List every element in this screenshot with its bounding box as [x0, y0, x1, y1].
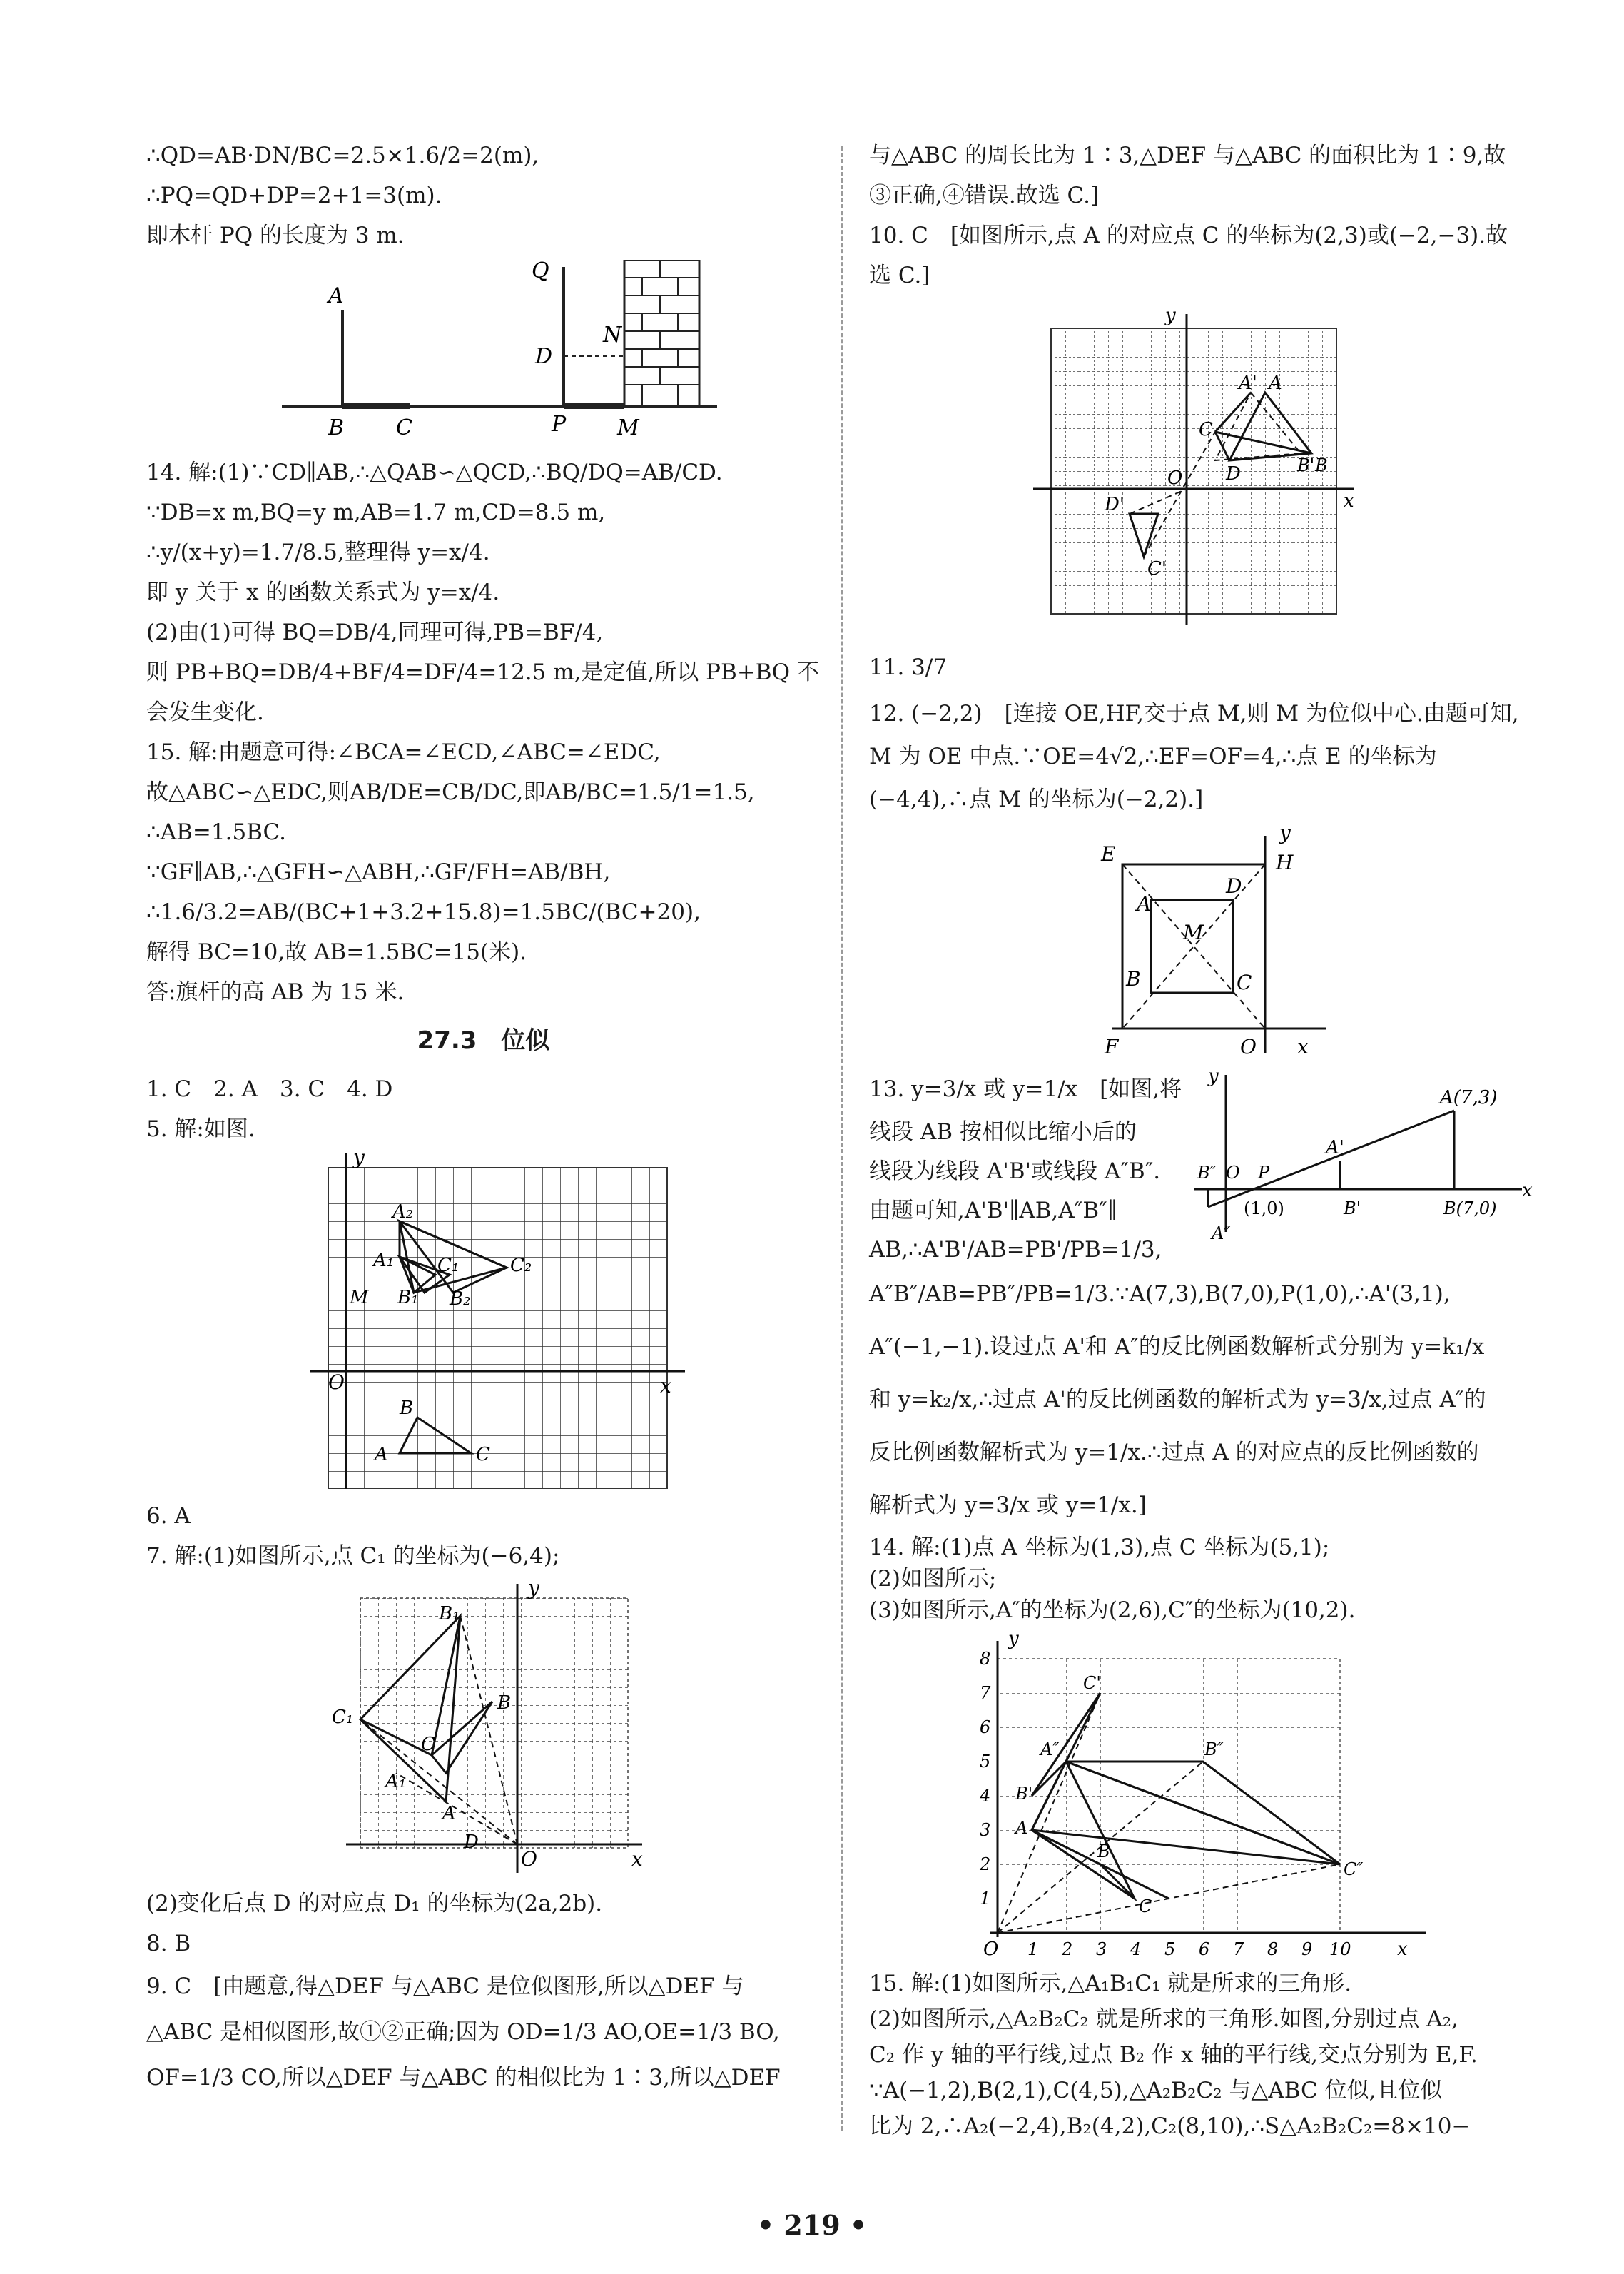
text-line: ∴y/(x+y)=1.7/8.5,整理得 y=x/4. — [146, 540, 490, 565]
svg-text:A: A — [1137, 892, 1152, 916]
svg-text:6: 6 — [980, 1717, 991, 1737]
svg-text:D: D — [1226, 874, 1242, 898]
svg-text:B″: B″ — [1197, 1163, 1217, 1183]
svg-text:D: D — [1226, 463, 1241, 485]
section-title: 27.3 位似 — [417, 1026, 550, 1055]
svg-text:O: O — [983, 1939, 999, 1959]
text-line: AB,∴A'B'/AB=PB'/PB=1/3, — [869, 1237, 1162, 1263]
text-line: 10. C [如图所示,点 A 的对应点 C 的坐标为(2,3)或(−2,−3).故 — [869, 223, 1508, 248]
svg-text:1: 1 — [980, 1889, 991, 1909]
text-line: (−4,4),∴点 M 的坐标为(−2,2).] — [869, 787, 1204, 812]
svg-text:2: 2 — [1062, 1939, 1073, 1959]
svg-text:5: 5 — [1164, 1939, 1176, 1959]
svg-text:B: B — [400, 1398, 414, 1419]
svg-text:4: 4 — [1130, 1939, 1142, 1959]
text-line: 15. 解:(1)如图所示,△A₁B₁C₁ 就是所求的三角形. — [869, 1971, 1352, 1996]
svg-text:B₁: B₁ — [397, 1287, 419, 1308]
svg-text:O: O — [1226, 1163, 1240, 1183]
text-line: C₂ 作 y 轴的平行线,过点 B₂ 作 x 轴的平行线,交点分别为 E,F. — [869, 2042, 1478, 2068]
svg-text:8: 8 — [1267, 1939, 1279, 1959]
fig-label: A — [328, 283, 344, 308]
svg-text:A: A — [375, 1444, 388, 1465]
text-line: 与△ABC 的周长比为 1∶3,△DEF 与△ABC 的面积比为 1∶9,故 — [869, 143, 1506, 168]
text-line: 线段 AB 按相似比缩小后的 — [869, 1119, 1137, 1145]
text-line: 6. A — [146, 1503, 191, 1529]
text-line: 7. 解:(1)如图所示,点 C₁ 的坐标为(−6,4); — [146, 1543, 560, 1569]
svg-text:4: 4 — [980, 1786, 991, 1806]
text-line: 和 y=k₂/x,∴过点 A'的反比例函数的解析式为 y=3/x,过点 A″的 — [869, 1387, 1486, 1413]
svg-text:A₁: A₁ — [385, 1771, 407, 1792]
svg-text:6: 6 — [1199, 1939, 1210, 1959]
svg-text:B(7,0): B(7,0) — [1443, 1198, 1497, 1218]
svg-text:C₂: C₂ — [510, 1255, 532, 1276]
text-line: ∴1.6/3.2=AB/(BC+1+3.2+15.8)=1.5BC/(BC+20), — [146, 899, 701, 925]
fig-label: D — [535, 344, 553, 369]
page-number: • 219 • — [756, 2209, 868, 2241]
square-figure-q12 — [869, 825, 1547, 1061]
grid-figure-q7 — [146, 1580, 821, 1876]
svg-text:B': B' — [1015, 1784, 1033, 1804]
text-line: ∵GF∥AB,∴△GFH∽△ABH,∴GF/FH=AB/BH, — [146, 859, 611, 885]
svg-text:O: O — [1240, 1035, 1257, 1058]
svg-text:D': D' — [1105, 494, 1125, 515]
svg-text:A″: A″ — [1212, 1223, 1231, 1243]
svg-text:E: E — [1101, 842, 1116, 866]
text-line: ∵DB=x m,BQ=y m,AB=1.7 m,CD=8.5 m, — [146, 500, 606, 525]
svg-text:C: C — [476, 1444, 490, 1465]
grid-figure-q5 — [146, 1153, 821, 1489]
fig-label: Q — [532, 260, 549, 283]
svg-text:A': A' — [1239, 373, 1257, 394]
svg-text:7: 7 — [1233, 1939, 1244, 1959]
left-column — [146, 136, 821, 2101]
text-line: 即 y 关于 x 的函数关系式为 y=x/4. — [146, 580, 500, 605]
svg-text:M: M — [1183, 921, 1204, 944]
text-line: 反比例函数解析式为 y=1/x.∴过点 A 的对应点的反比例函数的 — [869, 1440, 1479, 1465]
svg-text:x: x — [1297, 1035, 1309, 1058]
text-line: M 为 OE 中点.∵OE=4√2,∴EF=OF=4,∴点 E 的坐标为 — [869, 744, 1437, 769]
svg-text:y: y — [1008, 1630, 1019, 1649]
svg-text:A₂: A₂ — [392, 1201, 414, 1223]
text-line: A″(−1,−1).设过点 A'和 A″的反比例函数解析式分别为 y=k₁/x — [869, 1334, 1485, 1360]
text-line: 8. B — [146, 1931, 191, 1956]
text-line: 14. 解:(1)∵CD∥AB,∴△QAB∽△QCD,∴BQ/DQ=AB/CD. — [146, 460, 723, 485]
svg-text:D: D — [464, 1831, 479, 1853]
svg-text:B': B' — [1297, 455, 1315, 475]
text-line: 解得 BC=10,故 AB=1.5BC=15(米). — [146, 939, 527, 965]
pole-wall-figure — [146, 260, 739, 445]
svg-text:C: C — [1139, 1896, 1152, 1916]
svg-text:F: F — [1105, 1035, 1119, 1058]
text-line: 线段为线段 A'B'或线段 A″B″. — [869, 1158, 1161, 1184]
svg-text:B: B — [497, 1692, 512, 1714]
text-line: 答:旗杆的高 AB 为 15 米. — [146, 979, 405, 1005]
grid-figure-q14 — [869, 1630, 1547, 1959]
text-line: 由题可知,A'B'∥AB,A″B″∥ — [869, 1198, 1118, 1223]
svg-text:C': C' — [1083, 1673, 1101, 1693]
svg-text:C₁: C₁ — [437, 1255, 460, 1276]
svg-text:B₁: B₁ — [439, 1603, 460, 1624]
svg-text:C₁: C₁ — [332, 1707, 354, 1728]
svg-text:A': A' — [1326, 1137, 1344, 1158]
svg-text:O: O — [521, 1847, 537, 1871]
svg-text:B: B — [1315, 455, 1328, 475]
text-line: ∵A(−1,2),B(2,1),C(4,5),△A₂B₂C₂ 与△ABC 位似,且位似 — [869, 2078, 1443, 2103]
fig-label: C — [396, 415, 412, 440]
svg-text:B: B — [1126, 967, 1141, 991]
svg-text:x: x — [660, 1374, 671, 1398]
line-figure-q13 — [1194, 1053, 1543, 1246]
svg-text:B″: B″ — [1204, 1739, 1224, 1759]
svg-text:(1,0): (1,0) — [1244, 1198, 1284, 1218]
svg-text:3: 3 — [1096, 1939, 1107, 1959]
text-line: A″B″/AB=PB″/PB=1/3.∵A(7,3),B(7,0),P(1,0),∴A'(3,1), — [869, 1281, 1451, 1307]
fig-label: B — [328, 415, 345, 440]
svg-text:A: A — [1269, 373, 1282, 394]
text-line: (2)变化后点 D 的对应点 D₁ 的坐标为(2a,2b). — [146, 1891, 603, 1916]
column-divider — [841, 146, 843, 2131]
text-line: 会发生变化. — [146, 699, 264, 725]
svg-text:C: C — [421, 1734, 435, 1755]
text-line: 即木杆 PQ 的长度为 3 m. — [146, 223, 405, 248]
svg-text:1: 1 — [1027, 1939, 1039, 1959]
text-line: 则 PB+BQ=DB/4+BF/4=DF/4=12.5 m,是定值,所以 PB+BQ 不 — [146, 660, 819, 685]
fig-label: M — [617, 415, 639, 440]
svg-text:C″: C″ — [1344, 1859, 1364, 1879]
svg-text:B': B' — [1344, 1198, 1361, 1218]
svg-text:2: 2 — [980, 1854, 991, 1874]
text-line: (3)如图所示,A″的坐标为(2,6),C″的坐标为(10,2). — [869, 1597, 1356, 1623]
svg-text:x: x — [1522, 1180, 1533, 1201]
svg-text:7: 7 — [980, 1683, 991, 1703]
svg-text:y: y — [1208, 1066, 1219, 1087]
svg-text:A: A — [1015, 1818, 1028, 1838]
text-line: 11. 3/7 — [869, 655, 948, 680]
text-line: 1. C 2. A 3. C 4. D — [146, 1076, 393, 1102]
text-line: △ABC 是相似图形,故①②正确;因为 OD=1/3 AO,OE=1/3 BO, — [146, 2019, 780, 2045]
svg-text:C': C' — [1147, 558, 1167, 580]
grid-figure-q10 — [869, 300, 1547, 635]
q13-block — [869, 1068, 1547, 1268]
svg-text:x: x — [1344, 490, 1354, 512]
svg-text:C: C — [1237, 971, 1252, 994]
right-column — [869, 136, 1547, 2144]
svg-text:C: C — [1199, 419, 1213, 440]
text-line: (2)由(1)可得 BQ=DB/4,同理可得,PB=BF/4, — [146, 620, 604, 645]
text-line: 12. (−2,2) [连接 OE,HF,交于点 M,则 M 为位似中心.由题可知, — [869, 701, 1519, 727]
svg-text:B: B — [1097, 1841, 1110, 1861]
text-line: 14. 解:(1)点 A 坐标为(1,3),点 C 坐标为(5,1); — [869, 1535, 1330, 1560]
svg-text:A: A — [442, 1803, 456, 1824]
svg-text:y: y — [1279, 825, 1291, 844]
svg-text:O: O — [1167, 468, 1183, 489]
text-line: 比为 2,∴A₂(−2,4),B₂(4,2),C₂(8,10),∴S△A₂B₂C₂=8×10− — [869, 2113, 1471, 2139]
svg-text:y: y — [1165, 305, 1176, 326]
text-line: 9. C [由题意,得△DEF 与△ABC 是位似图形,所以△DEF 与 — [146, 1974, 744, 1999]
text-line: 选 C.] — [869, 263, 930, 288]
svg-text:9: 9 — [1301, 1939, 1313, 1959]
svg-text:P: P — [1258, 1163, 1270, 1183]
svg-text:x: x — [1397, 1939, 1408, 1959]
text-line: (2)如图所示; — [869, 1566, 997, 1592]
svg-text:5: 5 — [980, 1752, 991, 1772]
text-line: ∴PQ=QD+DP=2+1=3(m). — [146, 183, 442, 208]
text-line: (2)如图所示,△A₂B₂C₂ 就是所求的三角形.如图,分别过点 A₂, — [869, 2006, 1458, 2032]
svg-text:B₂: B₂ — [450, 1288, 471, 1310]
svg-text:M: M — [350, 1287, 369, 1308]
svg-text:O: O — [328, 1370, 345, 1394]
svg-text:10: 10 — [1329, 1939, 1351, 1959]
text-line: ∴AB=1.5BC. — [146, 819, 286, 845]
svg-text:3: 3 — [980, 1820, 991, 1840]
text-line: 解析式为 y=3/x 或 y=1/x.] — [869, 1492, 1147, 1518]
text-line: ③正确,④错误.故选 C.] — [869, 183, 1100, 208]
text-line: ∴QD=AB·DN/BC=2.5×1.6/2=2(m), — [146, 143, 539, 168]
svg-text:A″: A″ — [1040, 1739, 1060, 1759]
svg-text:A(7,3): A(7,3) — [1440, 1087, 1498, 1108]
text-line: 13. y=3/x 或 y=1/x [如图,将 — [869, 1076, 1182, 1102]
svg-text:A₁: A₁ — [373, 1250, 395, 1271]
fig-label: P — [552, 412, 567, 437]
svg-text:y: y — [353, 1153, 365, 1169]
svg-text:y: y — [528, 1580, 539, 1600]
text-line: 5. 解:如图. — [146, 1116, 255, 1142]
fig-label: N — [603, 323, 622, 348]
text-line: OF=1/3 CO,所以△DEF 与△ABC 的相似比为 1∶3,所以△DEF — [146, 2065, 781, 2091]
text-line: 15. 解:由题意可得:∠BCA=∠ECD,∠ABC=∠EDC, — [146, 739, 661, 765]
text-line: 故△ABC∽△EDC,则AB/DE=CB/DC,即AB/BC=1.5/1=1.5, — [146, 779, 755, 805]
svg-text:x: x — [631, 1847, 643, 1871]
svg-text:8: 8 — [980, 1649, 991, 1669]
svg-text:H: H — [1276, 851, 1294, 874]
